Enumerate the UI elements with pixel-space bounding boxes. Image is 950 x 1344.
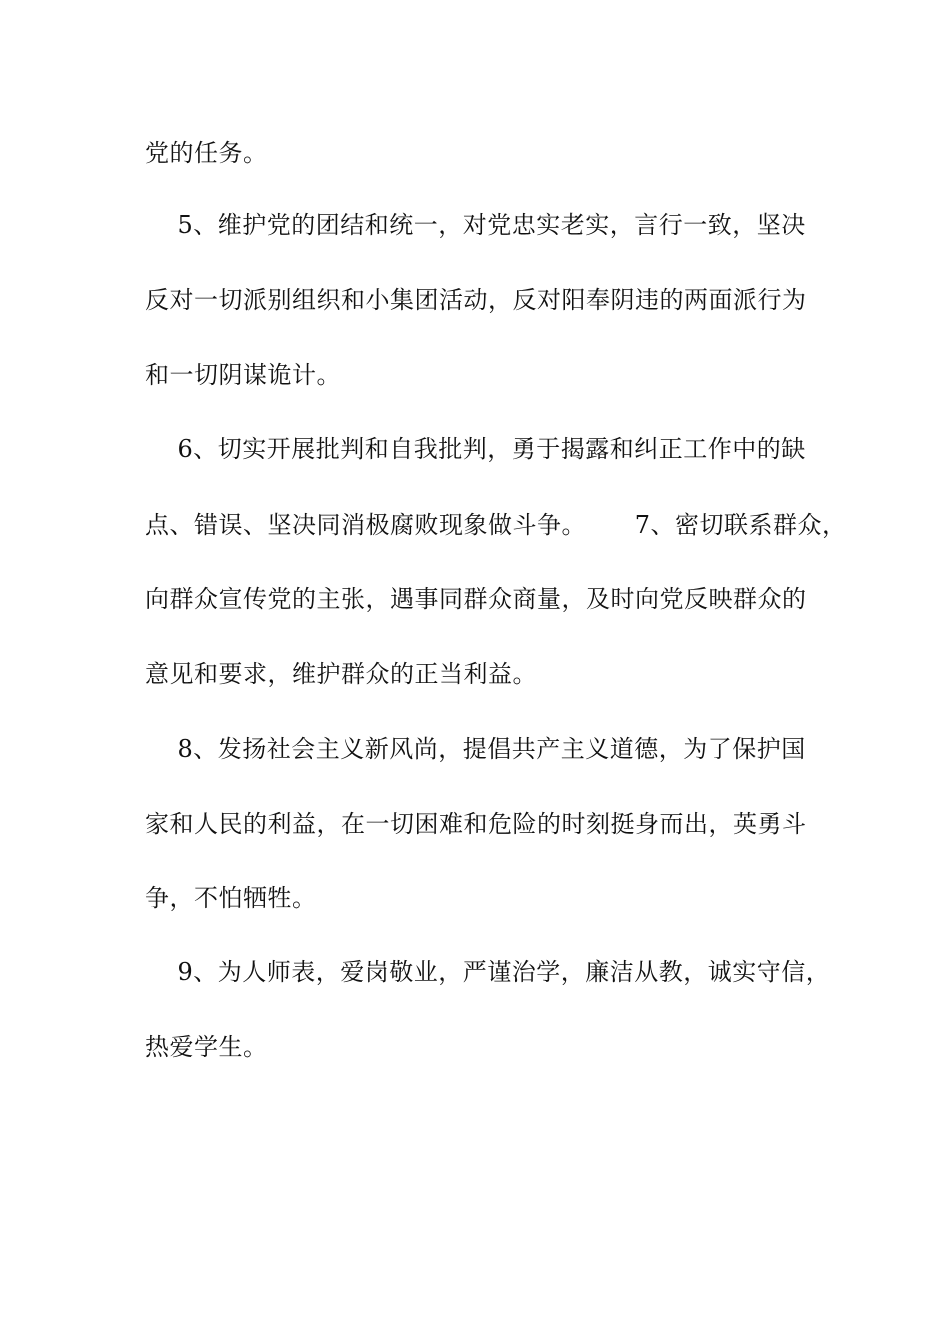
text-line: 反对一切派别组织和小集团活动，反对阳奉阴违的两面派行为 <box>145 286 807 314</box>
text-line: 热爱学生。 <box>145 1033 268 1061</box>
text-line: 和一切阴谋诡计。 <box>145 361 341 389</box>
text-line: 8、发扬社会主义新风尚，提倡共产主义道德，为了保护国 <box>145 735 806 763</box>
text-line: 意见和要求，维护群众的正当利益。 <box>145 660 537 688</box>
text-line: 6、切实开展批判和自我批判，勇于揭露和纠正工作中的缺 <box>145 435 806 463</box>
text-line: 点、错误、坚决同消极腐败现象做斗争。 7、密切联系群众， <box>145 511 847 539</box>
text-line: 9、为人师表，爱岗敬业，严谨治学，廉洁从教，诚实守信， <box>145 958 831 986</box>
text-line: 向群众宣传党的主张，遇事同群众商量，及时向党反映群众的 <box>145 585 807 613</box>
text-line: 党的任务。 <box>145 139 268 167</box>
text-line: 争，不怕牺牲。 <box>145 884 317 912</box>
text-line: 5、维护党的团结和统一，对党忠实老实，言行一致，坚决 <box>145 211 806 239</box>
text-line: 家和人民的利益，在一切困难和危险的时刻挺身而出，英勇斗 <box>145 810 807 838</box>
